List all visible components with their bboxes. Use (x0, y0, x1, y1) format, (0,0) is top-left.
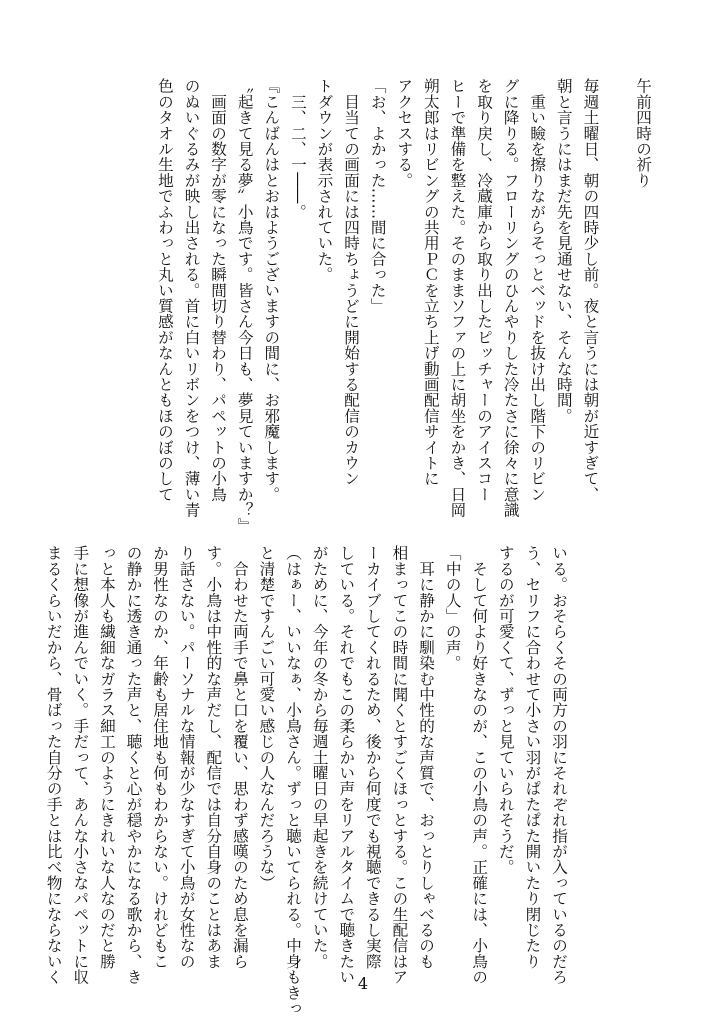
text-column: か男性なのか、年齢も居住地も何もわからない。けれどもこ (151, 545, 170, 969)
text-column: 目当ての画面には四時ちょうどに開始する配信のカウン (342, 78, 361, 487)
text-column: す。小鳥は中性的な声だし、配信では自分自身のことはあま (204, 545, 223, 969)
text-column: 『こんばんはとおはようございますの間に、お邪魔します。 (262, 78, 281, 502)
text-column: う、セリフに合わせて小さい羽がぱたぱた開いたり閉じたり (523, 545, 542, 969)
text-column: 耳に静かに馴染む中性的な声質で、おっとりしゃべるのも (417, 545, 436, 969)
text-column: の静かに透き通った声と、聴くと心が穏やかになる歌から、き (124, 545, 143, 985)
text-column: そして何より好きなのが、この小鳥の声。正確には、小鳥の (470, 545, 489, 985)
text-column: 毎週土曜日、朝の四時少し前。夜と言うには朝が近すぎて、 (581, 78, 600, 502)
text-column: いる。おそらくその両方の羽にそれぞれ指が入っているのだろ (550, 545, 568, 985)
text-column: するのが可愛くて、ずっと見ていられそうだ。 (496, 545, 515, 875)
text-column: を取り戻し、冷蔵庫から取り出したピッチャーのアイスコー (475, 78, 494, 502)
text-column: 朔太郎はリビングの共用ＰＣを立ち上げ動画配信サイトに (421, 78, 440, 487)
story-title: 午前四時の祈り (634, 78, 652, 188)
text-column: 色のタオル生地でふわっと丸い質感がなんともほのぼのして (155, 78, 174, 502)
text-column: まるくらいだから、骨ばった自分の手とは比べ物にならないく (44, 545, 63, 985)
text-column: グに降りる。フローリングのひんやりした冷たさに徐々に意識 (501, 78, 520, 518)
page-number: 4 (357, 974, 369, 993)
text-column: ーカイブしてくれるため、後から何度でも視聴できるし実際 (363, 545, 382, 969)
text-column: 画面の数字が零になった瞬間切り替わり、パペットの小鳥 (209, 78, 228, 502)
text-column: 〝起きて見る夢〟小鳥です。皆さん今日も、夢見ていますか？』 (235, 78, 254, 534)
text-column: ヒーで準備を整えた。そのままソファの上に胡坐をかき、日岡 (448, 78, 467, 518)
text-column: と清楚ですんごい可愛い感じの人なんだろうな） (257, 545, 276, 891)
text-column: がために、今年の冬から毎週土曜日の早起きを続けていた。 (310, 545, 329, 969)
upper-text-block (151, 78, 656, 534)
text-column: のぬいぐるみが映し出される。首に白いリボンをつけ、薄い青 (182, 78, 201, 518)
text-column: アクセスする。 (395, 78, 414, 188)
text-column: り話さない。パーソナルな情報が少なすぎて小鳥が女性なの (177, 545, 196, 969)
text-column: している。それでもこの柔らかい声をリアルタイムで聴きたい (337, 545, 356, 985)
text-column: 朝と言うにはまだ先を見通せない、そんな時間。 (554, 78, 573, 424)
text-column: 手に想像が進んでいく。手だって、あんな小さなパペットに収 (71, 545, 90, 985)
text-column: （はぁー、いいなぁ、小鳥さん。ずっと聴いてられる。中身もきっ (284, 545, 303, 1016)
lower-text-block (40, 545, 572, 1016)
text-column: 相まってこの時間に聞くとすごくほっとする。この生配信はア (390, 545, 409, 985)
text-column: 三、二、一――。 (288, 78, 307, 220)
text-column: っと本人も繊細なガラス細工のようにきれいな人なのだと勝 (97, 545, 116, 969)
text-column: 「お、よかった……間に合った」 (368, 78, 387, 314)
text-column: 重い瞼を擦りながらそっとベッドを抜け出し階下のリビン (528, 78, 547, 502)
text-column: 「中の人」の声。 (443, 545, 462, 671)
text-column: トダウンが表示されていた。 (315, 78, 334, 283)
text-column: 合わせた両手で鼻と口を覆い、思わず感嘆のため息を漏ら (230, 545, 249, 969)
